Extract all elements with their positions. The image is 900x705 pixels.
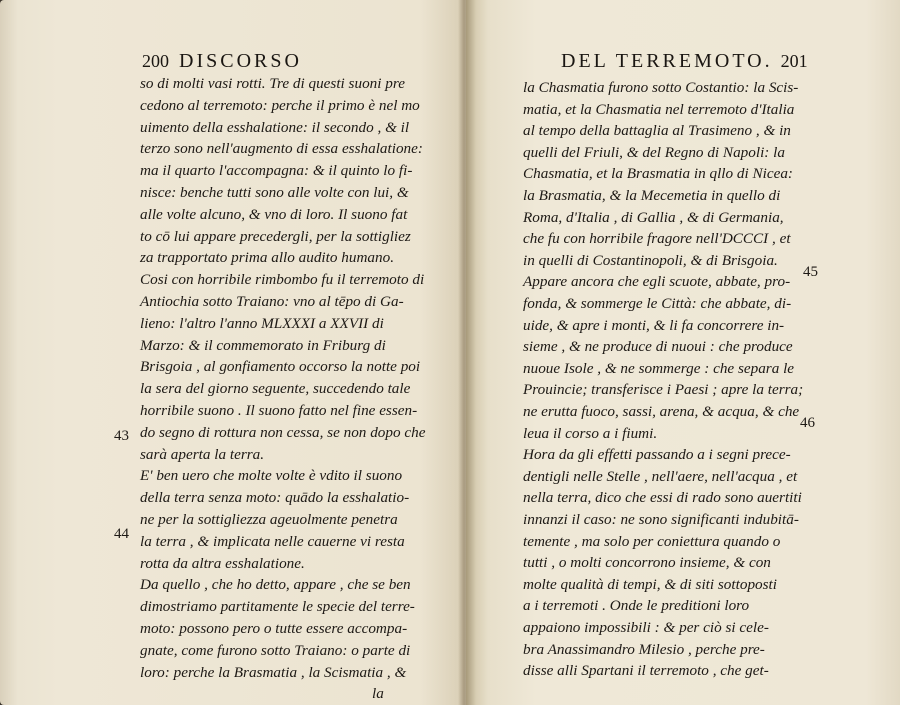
text-line: so di molti vasi rotti. Tre di questi suoni pre — [140, 75, 405, 92]
text-line: la Brasmatia, & la Mecemetia in quello di — [523, 187, 781, 204]
text-line: Roma, d'Italia , di Gallia , & di Germania, — [523, 208, 784, 226]
text-line: sarà aperta la terra. — [140, 445, 265, 463]
text-line: in quelli di Costantinopoli, & di Brisgoia. — [523, 251, 778, 269]
text-line: alle volte alcuno, & vno di loro. Il suono fat — [140, 205, 408, 223]
text-line: al tempo della battaglia al Trasimeno , & in — [523, 122, 791, 140]
text-line: gnate, come furono sotto Traiano: o parte di — [140, 641, 411, 659]
text-line: Da quello , che ho detto, appare , che se ben — [140, 576, 411, 594]
text-line: Cosi con horribile rimbombo fu il terremoto di — [140, 271, 425, 289]
text-line: ne erutta fuoco, sassi, arena, & acqua, & che — [523, 403, 800, 420]
text-line: Brisgoia , al gonfiamento occorso la notte poi — [140, 358, 421, 376]
text-line: rotta da altra esshalatione. — [140, 554, 305, 572]
text-line: Chasmatia, et la Brasmatia in qllo di Nicea: — [523, 165, 793, 183]
text-line: a i terremoti . Onde le preditioni loro — [523, 597, 750, 615]
text-line: Prouincie; transferisce i Paesi ; apre la terra; — [523, 381, 804, 399]
text-line: dimostriamo partitamente le specie del terre- — [140, 598, 415, 616]
text-line: bra Anassimandro Milesio , perche pre- — [523, 640, 765, 658]
text-line: do segno di rottura non cessa, se non dopo che — [140, 423, 426, 441]
text-line: temente , ma solo per coniettura quando o — [523, 532, 781, 550]
text-line: sieme , & ne produce di nuoui : che produce — [523, 338, 793, 356]
text-line: quelli del Friuli, & del Regno di Napoli: la — [523, 143, 785, 161]
text-line: loro: perche la Brasmatia , la Scismatia , & — [140, 663, 407, 681]
text-line: la sera del giorno seguente, succedendo tale — [140, 380, 411, 398]
text-line: la — [372, 685, 384, 703]
text-line: leua il corso a i fiumi. — [523, 424, 658, 442]
right-page-number: 201 — [780, 51, 808, 71]
text-line: la Chasmatia furono sotto Costantio: la Scis- — [523, 79, 799, 96]
text-line: tutti , o molti concorrono insieme, & con — [523, 554, 771, 572]
text-line: della terra senza moto: quādo la esshalatio- — [140, 489, 410, 507]
left-page-number: 200 — [142, 51, 169, 71]
text-line: cedono al terremoto: perche il primo è nel mo — [140, 96, 420, 114]
text-line: fonda, & sommerge le Città: che abbate, di- — [523, 295, 792, 312]
left-running-title: DISCORSO — [179, 50, 302, 72]
right-margin-number: 46 — [800, 415, 815, 431]
text-line: dentigli nelle Stelle , nell'aere, nell'acqua , et — [523, 467, 798, 485]
text-line: molte qualità di tempi, & di siti sottoposti — [523, 575, 777, 593]
right-running-title: DEL TERREMOTO. — [561, 50, 773, 72]
text-line: horribile suono . Il suono fatto nel fine essen- — [140, 402, 418, 419]
right-running-head — [561, 50, 808, 73]
text-line: nella terra, dico che essi di rado sono auertiti — [523, 489, 802, 507]
left-running-head — [142, 50, 302, 73]
text-line: uimento della esshalatione: il secondo , & il — [140, 118, 410, 136]
text-line: uide, & apre i monti, & li fa concorrere in- — [523, 316, 785, 334]
text-line: Hora da gli effetti passando a i segni prece- — [523, 446, 791, 464]
text-line: matia, et la Chasmatia nel terremoto d'Italia — [523, 100, 795, 118]
text-line: lieno: l'altro l'anno MLXXXI a XXVII di — [140, 314, 384, 332]
text-line: moto: possono pero o tutte essere accompa- — [140, 620, 408, 637]
text-line: che fu con horribile fragore nell'DCCCI , et — [523, 230, 791, 248]
text-line: ne per la sottigliezza ageuolmente penetra — [140, 511, 398, 528]
left-margin-number: 44 — [114, 526, 129, 542]
text-line: za trapportato prima allo audito humano. — [140, 249, 394, 267]
text-line: appaiono impossibili : & per ciò si cele- — [523, 619, 769, 636]
text-line: to cō lui appare precedergli, per la sottigliez — [140, 227, 411, 245]
text-line: disse alli Spartani il terremoto , che get- — [523, 662, 769, 680]
text-line: la terra , & implicata nelle cauerne vi resta — [140, 532, 405, 550]
text-line: Appare ancora che egli scuote, abbate, pro- — [523, 273, 791, 291]
text-line: Antiochia sotto Traiano: vno al tēpo di Ga- — [140, 293, 404, 310]
text-line: E' ben uero che molte volte è vdito il suono — [140, 467, 403, 485]
right-margin-number: 45 — [803, 264, 818, 280]
text-line: nuoue Isole , & ne sommerge : che separa le — [523, 359, 795, 377]
left-margin-number: 43 — [114, 428, 129, 444]
right-page — [466, 0, 900, 705]
book-gutter — [458, 0, 476, 705]
text-line: innanzi il caso: ne sono significanti indubitā- — [523, 511, 799, 528]
text-line: ma il quarto l'accompagna: & il quinto lo fi- — [140, 162, 413, 180]
text-line: Marzo: & il commemorato in Friburg di — [140, 336, 386, 354]
text-line: nisce: benche tutti sono alle volte con lui, & — [140, 184, 409, 201]
text-line: terzo sono nell'augmento di essa esshalatione: — [140, 140, 423, 158]
